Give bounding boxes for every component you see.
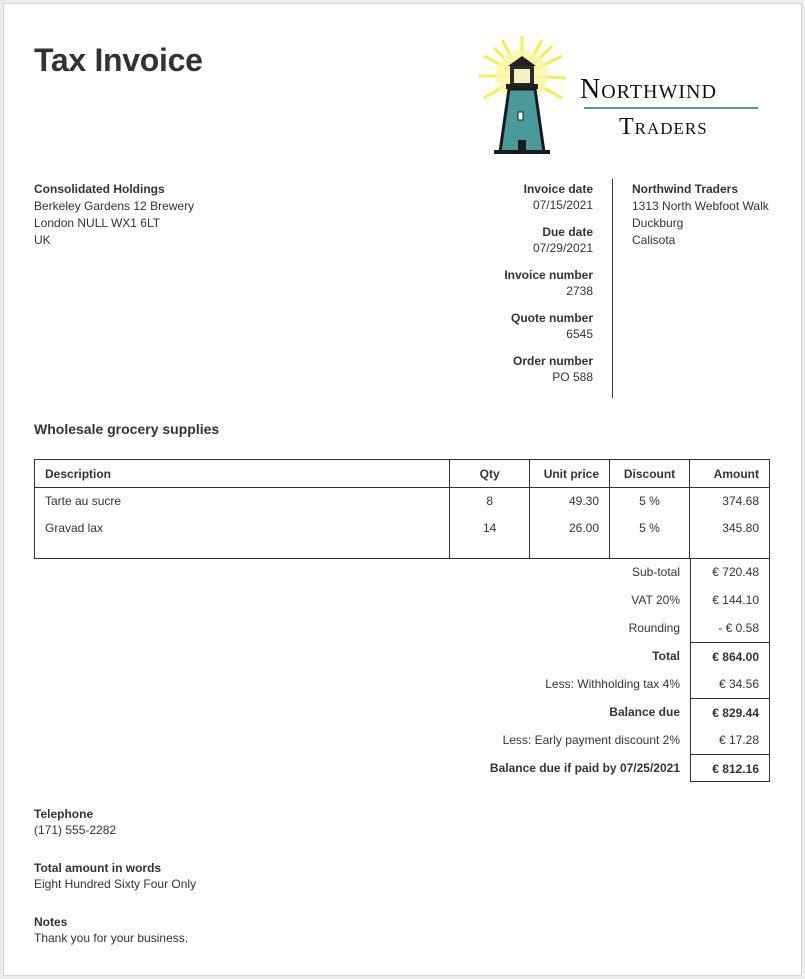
cell-amount: 345.80 bbox=[690, 515, 770, 542]
meta-divider bbox=[612, 179, 613, 398]
from-address bbox=[632, 181, 769, 249]
customer-address-line1: Berkeley Gardens 12 Brewery bbox=[34, 199, 195, 213]
notes-value: Thank you for your business. bbox=[34, 931, 189, 945]
invoice-page bbox=[3, 3, 802, 976]
balance-due-value: € 829.44 bbox=[690, 698, 770, 726]
filler-cell bbox=[530, 542, 610, 559]
balance-due-label: Balance due bbox=[609, 705, 680, 719]
table-filler-row bbox=[35, 542, 770, 559]
amount-in-words-label: Total amount in words bbox=[34, 861, 162, 875]
cell-description: Gravad lax bbox=[35, 515, 450, 542]
lighthouse-icon bbox=[479, 36, 566, 154]
notes-label: Notes bbox=[34, 915, 68, 929]
totals-block bbox=[304, 558, 770, 782]
order-number-value: PO 588 bbox=[552, 370, 593, 384]
quote-number-value: 6545 bbox=[566, 327, 593, 341]
balance-due-row bbox=[304, 698, 770, 726]
early-discount-label: Less: Early payment discount 2% bbox=[502, 733, 680, 747]
supplier-name: Northwind Traders bbox=[632, 182, 739, 196]
total-row bbox=[304, 642, 770, 670]
header-description: Description bbox=[35, 460, 450, 488]
due-date-value: 07/29/2021 bbox=[532, 241, 593, 255]
customer-name: Consolidated Holdings bbox=[34, 182, 165, 196]
filler-cell bbox=[690, 542, 770, 559]
early-discount-row bbox=[304, 726, 770, 754]
quote-number-label: Quote number bbox=[510, 311, 593, 325]
total-value: € 864.00 bbox=[690, 642, 770, 670]
subtotal-value: € 720.48 bbox=[690, 558, 770, 586]
header-amount: Amount bbox=[690, 460, 770, 488]
notes-block bbox=[34, 914, 188, 946]
invoice-meta bbox=[444, 181, 593, 396]
filler-cell bbox=[35, 542, 450, 559]
subtotal-label: Sub-total bbox=[631, 565, 680, 579]
invoice-number-value: 2738 bbox=[566, 284, 593, 298]
invoice-date-label: Invoice date bbox=[523, 182, 593, 196]
early-discount-value: € 17.28 bbox=[690, 726, 770, 754]
cell-amount: 374.68 bbox=[690, 488, 770, 515]
invoice-number-label: Invoice number bbox=[504, 268, 593, 282]
cell-discount: 5 % bbox=[610, 515, 690, 542]
company-logo bbox=[474, 36, 774, 160]
supplier-city: Duckburg bbox=[632, 216, 684, 230]
header-discount: Discount bbox=[610, 460, 690, 488]
telephone-value: (171) 555-2282 bbox=[34, 823, 117, 837]
table-row bbox=[35, 515, 770, 542]
withholding-row bbox=[304, 670, 770, 698]
telephone-label: Telephone bbox=[34, 807, 94, 821]
table-row bbox=[35, 488, 770, 515]
balance-if-paid-label: Balance due if paid by 07/25/2021 bbox=[489, 761, 680, 775]
vat-label: VAT 20% bbox=[631, 593, 680, 607]
customer-address-line2: London NULL WX1 6LT bbox=[34, 216, 161, 230]
brand-name-line2: Traders bbox=[619, 114, 708, 140]
rounding-value: - € 0.58 bbox=[690, 614, 770, 642]
balance-if-paid-value: € 812.16 bbox=[690, 754, 770, 782]
withholding-value: € 34.56 bbox=[690, 670, 770, 698]
supplier-region: Calisota bbox=[632, 233, 676, 247]
telephone-block bbox=[34, 806, 116, 838]
vat-value: € 144.10 bbox=[690, 586, 770, 614]
cell-description: Tarte au sucre bbox=[35, 488, 450, 515]
brand-name-line1: Northwind bbox=[580, 74, 717, 105]
invoice-subject: Wholesale grocery supplies bbox=[34, 421, 220, 437]
withholding-label: Less: Withholding tax 4% bbox=[545, 677, 680, 691]
rounding-label: Rounding bbox=[628, 621, 680, 635]
cell-unit-price: 49.30 bbox=[530, 488, 610, 515]
balance-if-paid-row bbox=[304, 754, 770, 782]
header-unit-price: Unit price bbox=[530, 460, 610, 488]
total-label: Total bbox=[652, 649, 680, 663]
vat-row bbox=[304, 586, 770, 614]
amount-in-words-block bbox=[34, 860, 196, 892]
line-items-table bbox=[34, 459, 770, 559]
filler-cell bbox=[610, 542, 690, 559]
order-number-label: Order number bbox=[512, 354, 593, 368]
cell-qty: 14 bbox=[450, 515, 530, 542]
customer-country: UK bbox=[34, 233, 51, 247]
due-date-label: Due date bbox=[542, 225, 593, 239]
filler-cell bbox=[450, 542, 530, 559]
page-title: Tax Invoice bbox=[34, 42, 203, 78]
header-qty: Qty bbox=[450, 460, 530, 488]
table-header-row bbox=[35, 460, 770, 488]
bill-to-address bbox=[34, 181, 194, 249]
subtotal-row bbox=[304, 558, 770, 586]
invoice-date-value: 07/15/2021 bbox=[532, 198, 593, 212]
cell-unit-price: 26.00 bbox=[530, 515, 610, 542]
amount-in-words-value: Eight Hundred Sixty Four Only bbox=[34, 877, 197, 891]
cell-discount: 5 % bbox=[610, 488, 690, 515]
rounding-row bbox=[304, 614, 770, 642]
cell-qty: 8 bbox=[450, 488, 530, 515]
supplier-address-line1: 1313 North Webfoot Walk bbox=[632, 199, 769, 213]
